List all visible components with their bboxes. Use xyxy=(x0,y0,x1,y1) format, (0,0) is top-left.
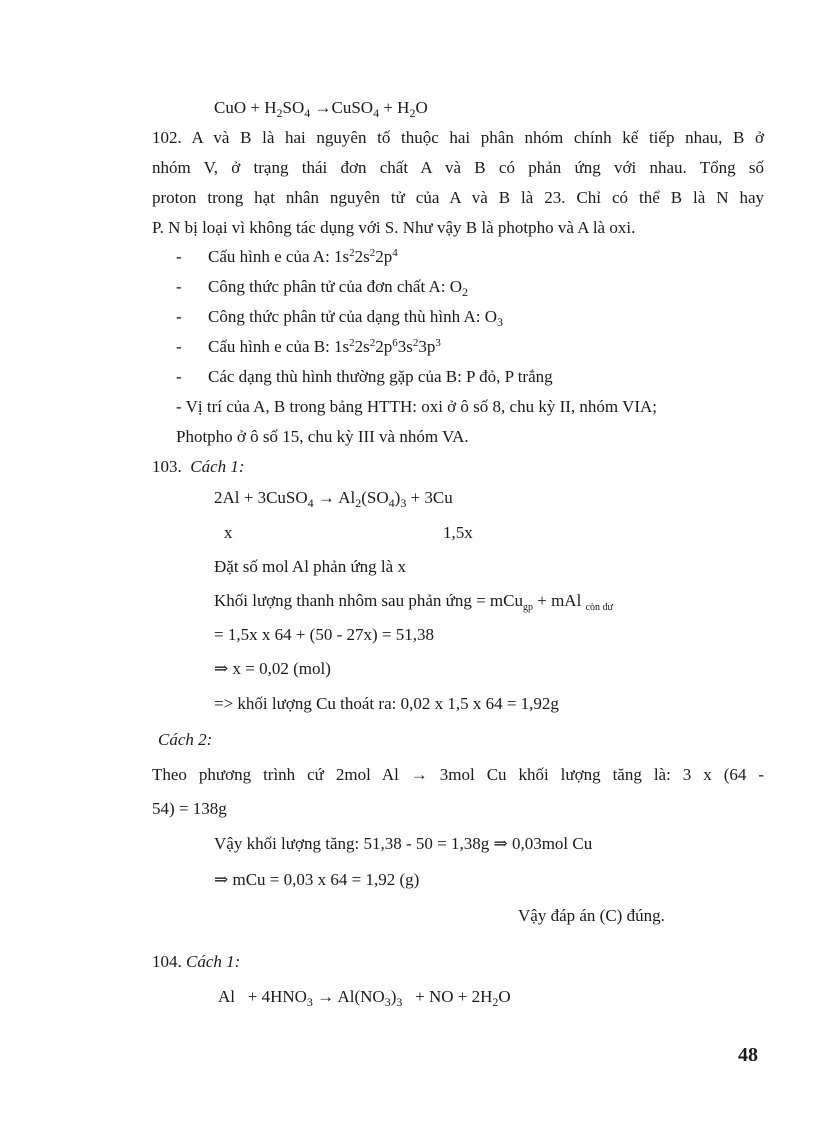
bullet-dash: - xyxy=(176,337,182,356)
bullet-dash: - xyxy=(176,247,182,266)
position-line-1: - Vị trí của A, B trong bảng HTTH: oxi ở ô số 8, chu kỳ II, nhóm VIA; xyxy=(176,397,658,416)
q103-answer: Vậy đáp án (C) đúng. xyxy=(518,906,665,925)
eq-text: + xyxy=(250,98,260,117)
eq-text: CuO xyxy=(214,98,247,117)
eq-sub: 2 xyxy=(276,106,283,120)
q103-calc: = 1,5x x 64 + (50 - 27x) = 51,38 xyxy=(214,625,434,644)
q102-line-1: 102. A và B là hai nguyên tố thuộc hai phân nhóm chính kế tiếp nhau, B ở xyxy=(152,128,764,147)
eq-text: CuSO xyxy=(331,98,374,117)
q103-mass-expr: Khối lượng thanh nhôm sau phản ứng = mCu$_{gp}$ + mAl $_{còn dư}$ xyxy=(214,591,613,613)
mole-15x: 1,5x xyxy=(443,523,473,542)
q103-equation: 2Al + 3CuSO$_4$ → $Al_2(SO_4)_3 + 3Cu$ xyxy=(214,488,453,510)
q102-line-3: proton trong hạt nhân nguyên tử của A và B là 23. Chỉ có thể B là N hay xyxy=(152,188,764,207)
q102-line-2: nhóm V, ở trạng thái đơn chất A và B có phản ứng với nhau. Tổng số xyxy=(152,158,764,177)
bullet-config-a: Cấu hình e của A: $1s^22s^22p^4$ xyxy=(208,247,398,266)
bullet-allotrope-a: Công thức phân tử của dạng thù hình A: $O_3$ xyxy=(208,307,503,329)
q104-heading: 104. Cách 1: xyxy=(152,952,241,971)
position-line-2: Photpho ở ô số 15, chu kỳ III và nhóm VA. xyxy=(176,427,469,446)
q103-increase: Vậy khối lượng tăng: 51,38 - 50 = 1,38g ⇒ 0,03mol Cu xyxy=(214,834,593,853)
bullet-allotropes-b: Các dạng thù hình thường gặp của B: P đỏ, P trắng xyxy=(208,367,553,386)
q103-let: Đặt số mol Al phản ứng là x xyxy=(214,557,406,576)
eq-sub: 4 xyxy=(304,106,311,120)
q103-cu-mass: => khối lượng Cu thoát ra: 0,02 x 1,5 x 64 = 1,92g xyxy=(214,694,559,713)
arrow: → xyxy=(314,98,332,117)
q102-line-4: P. N bị loại vì không tác dụng với S. Như vậy B là photpho và A là oxi. xyxy=(152,218,636,237)
eq-sub: 4 xyxy=(373,106,380,120)
q104-equation: $Al + 4HNO_3 \to Al(NO_3)_3$ + NO + $2H_2O$ xyxy=(218,987,511,1009)
eq-text: H xyxy=(264,98,277,117)
equation-cuo xyxy=(214,97,428,119)
bullet-dash: - xyxy=(176,307,182,326)
bullet-dash: - xyxy=(176,277,182,296)
q103-method-2: Cách 2: xyxy=(158,730,213,749)
eq-text: H xyxy=(397,98,410,117)
bullet-formula-a: Công thức phân tử của đơn chất A: $O_2$ xyxy=(208,277,469,299)
eq-text: + xyxy=(383,98,393,117)
q103-mcu: ⇒ mCu = 0,03 x 64 = 1,92 (g) xyxy=(214,870,420,889)
eq-text: O xyxy=(415,98,428,117)
q103-heading: 103. Cách 1: xyxy=(152,457,245,476)
bullet-config-b: Cấu hình e của B: $1s^22s^22p^63s^23p^3$ xyxy=(208,337,441,356)
q103-x-result: ⇒ x = 0,02 (mol) xyxy=(214,659,331,678)
q103-theo-line-1: Theo phương trình cứ 2mol Al → 3mol Cu khối lượng tăng là: 3 x (64 - xyxy=(152,765,764,784)
eq-sub: 2 xyxy=(409,106,416,120)
eq-text: SO xyxy=(282,98,305,117)
mole-x: x xyxy=(224,523,233,542)
q103-theo-line-2: 54) = 138g xyxy=(152,799,227,818)
bullet-dash: - xyxy=(176,367,182,386)
page-number: 48 xyxy=(738,1044,758,1066)
